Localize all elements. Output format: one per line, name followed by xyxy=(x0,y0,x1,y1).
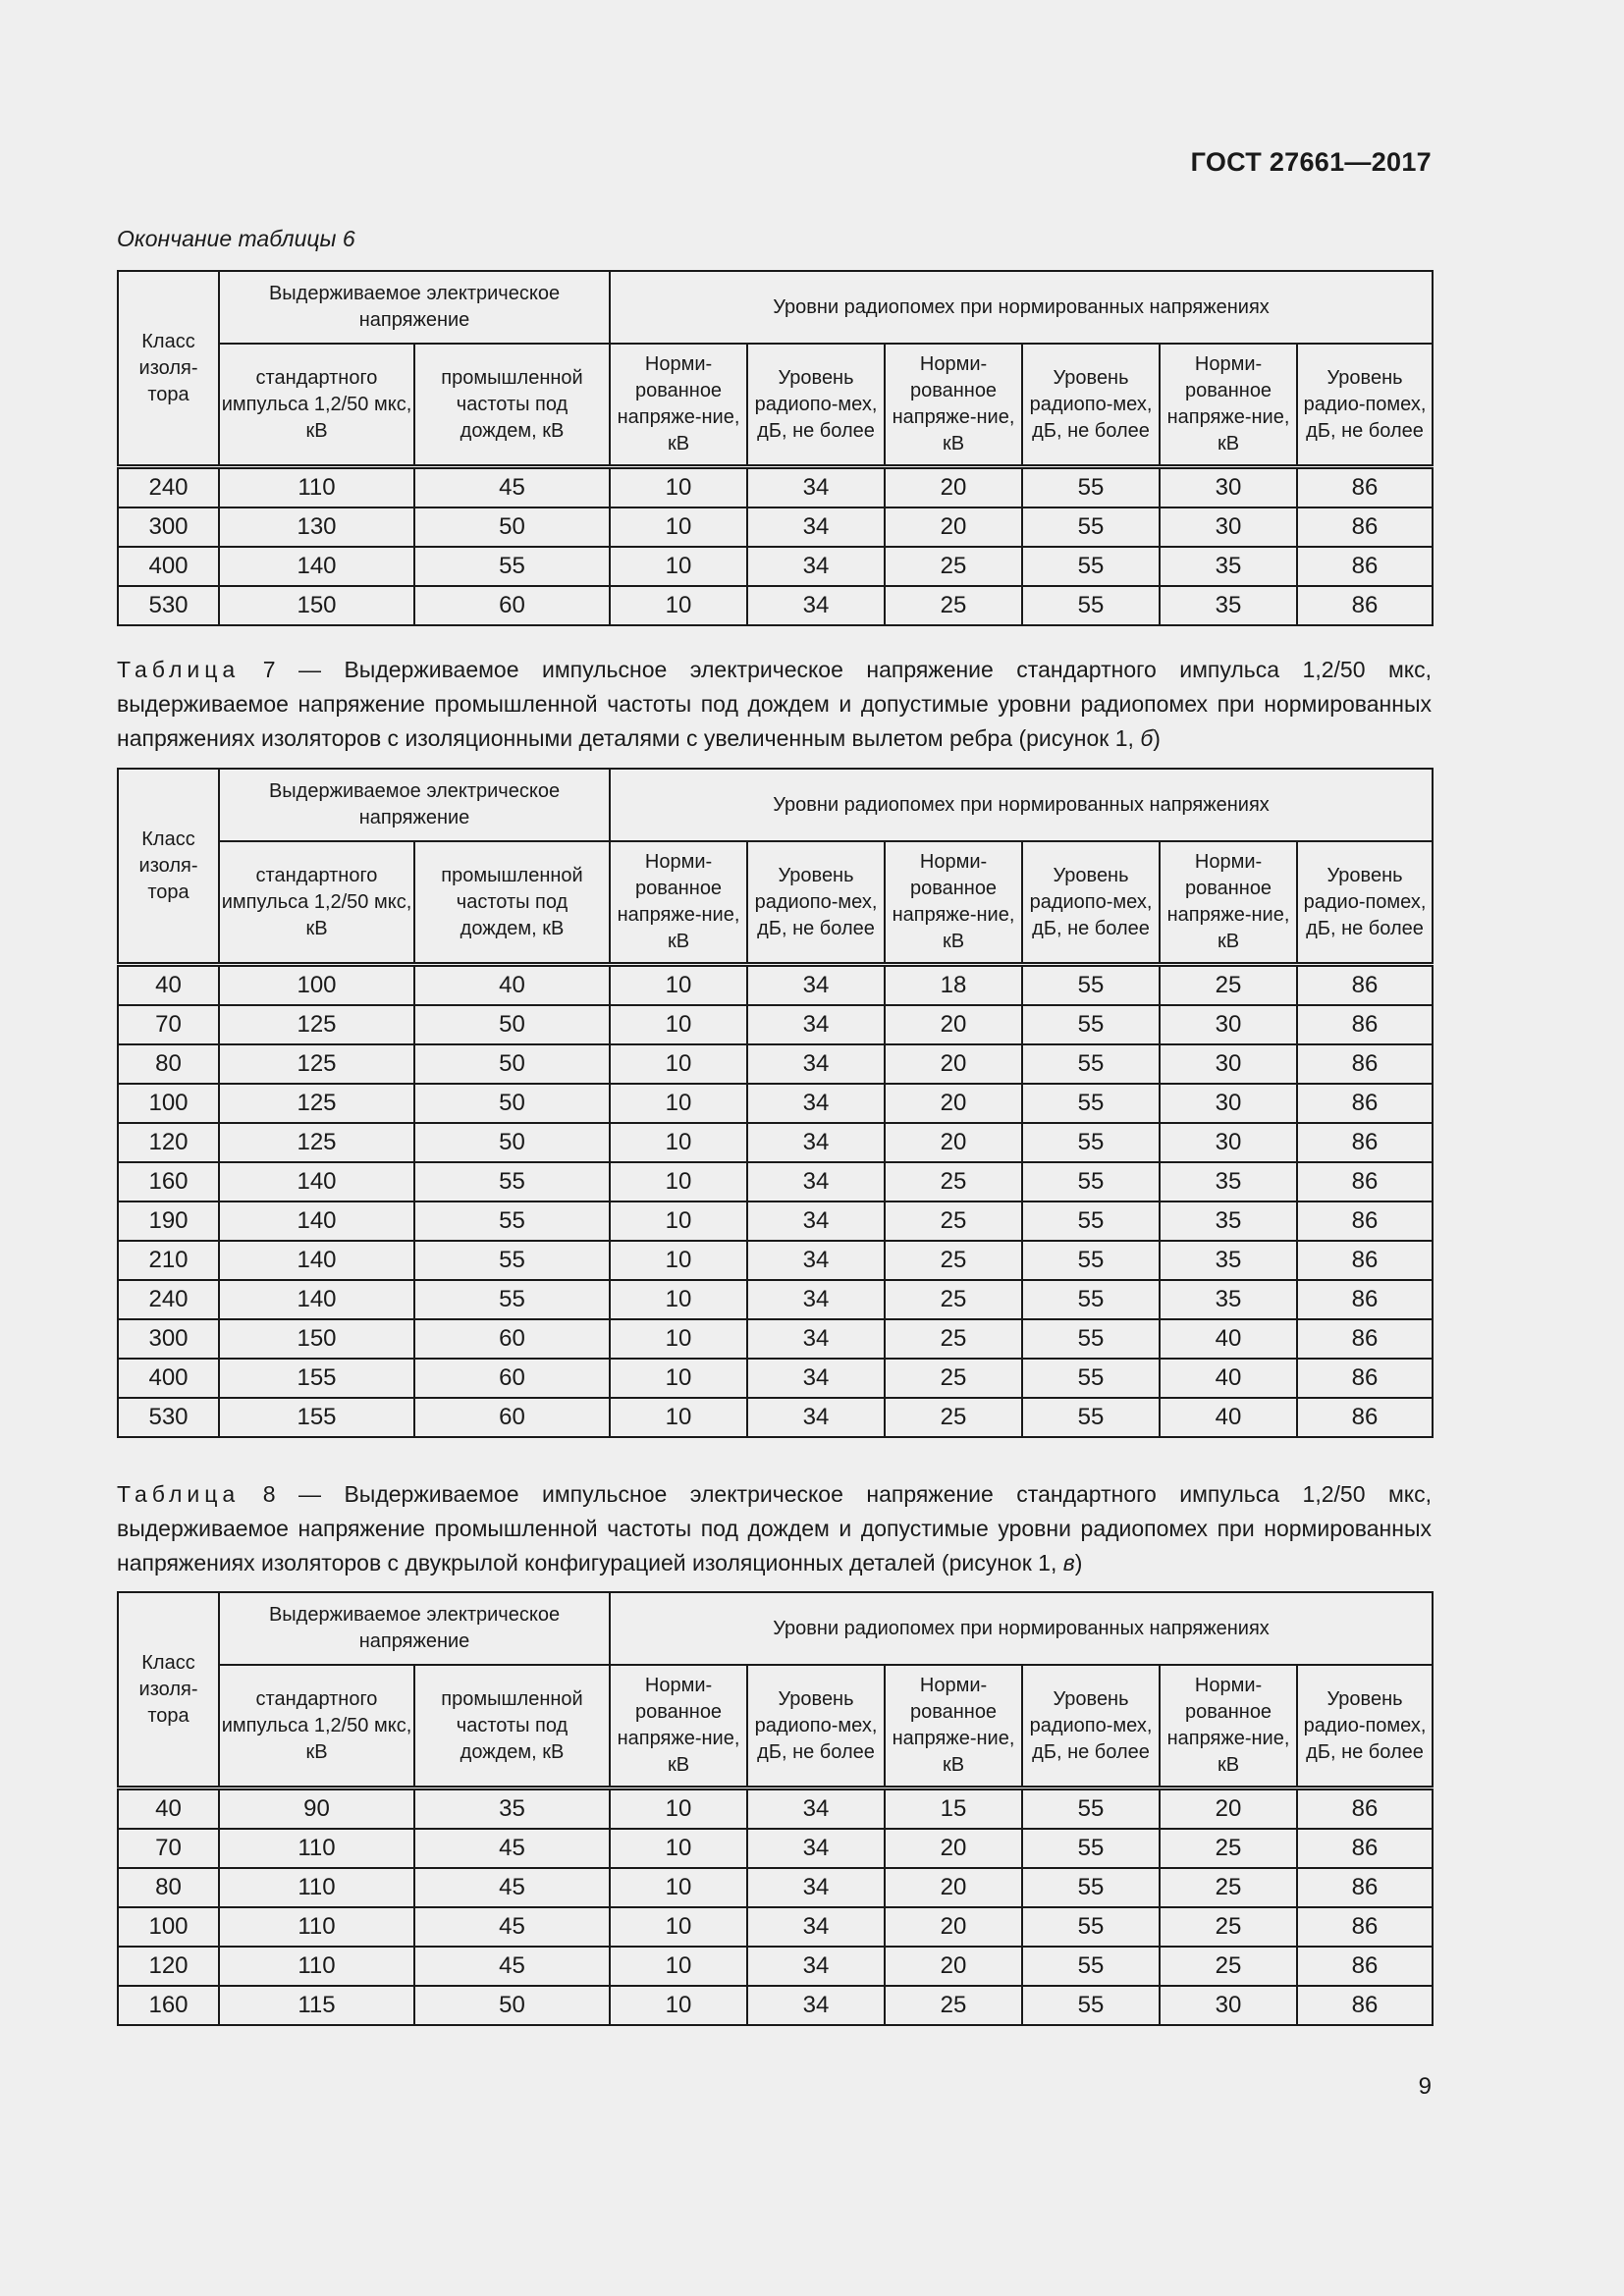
table-cell: 300 xyxy=(118,507,219,547)
header-rain: промышленной частоты под дождем, кВ xyxy=(414,841,610,965)
table-cell: 125 xyxy=(219,1123,414,1162)
table-cell: 10 xyxy=(610,1084,747,1123)
table7-title-text: — Выдерживаемое импульсное электрическое напряжение стандартного импульса 1,2/50 мкс, выдерживаемое напряжение промышленной частоты под дождем и допустимые уровни радиопомех при нормированных напряжениях изоляторов с изоляционными деталями с увеличенным вылетом ребра (рисунок 1, xyxy=(117,657,1433,751)
header-radio-level: Уровень радио-помех, дБ, не более xyxy=(1297,344,1433,467)
table-cell: 55 xyxy=(1022,467,1160,508)
table-cell: 55 xyxy=(1022,1907,1160,1947)
table-cell: 18 xyxy=(885,965,1022,1006)
table-cell: 35 xyxy=(1160,1280,1297,1319)
table-row xyxy=(118,547,1433,586)
table-cell: 34 xyxy=(747,1123,885,1162)
table-cell: 40 xyxy=(1160,1398,1297,1437)
table-cell: 45 xyxy=(414,1947,610,1986)
table-cell: 86 xyxy=(1297,1123,1433,1162)
table-6 xyxy=(117,270,1434,626)
table-cell: 25 xyxy=(885,1241,1022,1280)
header-impulse: стандартного импульса 1,2/50 мкс, кВ xyxy=(219,1665,414,1789)
page-number: 9 xyxy=(1418,2073,1432,2100)
table-cell: 55 xyxy=(1022,1947,1160,1986)
table-cell: 50 xyxy=(414,1005,610,1044)
table-cell: 55 xyxy=(1022,586,1160,625)
table-cell: 240 xyxy=(118,467,219,508)
table-cell: 140 xyxy=(219,1241,414,1280)
table-cell: 150 xyxy=(219,1319,414,1359)
header-withstand: Выдерживаемое электрическое напряжение xyxy=(219,271,610,344)
header-radio-level: Уровень радиопо-мех, дБ, не более xyxy=(1022,841,1160,965)
table-cell: 120 xyxy=(118,1947,219,1986)
table-cell: 160 xyxy=(118,1162,219,1201)
table-cell: 34 xyxy=(747,1201,885,1241)
table-cell: 120 xyxy=(118,1123,219,1162)
header-norm-voltage: Норми-рованное напряже-ние, кВ xyxy=(885,1665,1022,1789)
table-cell: 10 xyxy=(610,1986,747,2025)
table-cell: 110 xyxy=(219,467,414,508)
table-cell: 60 xyxy=(414,586,610,625)
table-cell: 86 xyxy=(1297,1162,1433,1201)
table6-caption: Окончание таблицы 6 xyxy=(117,226,355,251)
table-cell: 86 xyxy=(1297,1084,1433,1123)
table-cell: 10 xyxy=(610,1201,747,1241)
table-cell: 125 xyxy=(219,1044,414,1084)
header-norm-voltage: Норми-рованное напряже-ние, кВ xyxy=(1160,841,1297,965)
table-cell: 20 xyxy=(885,1829,1022,1868)
table-cell: 20 xyxy=(1160,1789,1297,1830)
table-cell: 530 xyxy=(118,1398,219,1437)
table-cell: 35 xyxy=(1160,586,1297,625)
header-withstand: Выдерживаемое электрическое напряжение xyxy=(219,1592,610,1665)
table-cell: 20 xyxy=(885,1044,1022,1084)
table-cell: 100 xyxy=(118,1907,219,1947)
table-7 xyxy=(117,768,1434,1438)
table-cell: 10 xyxy=(610,1280,747,1319)
table-cell: 55 xyxy=(1022,1044,1160,1084)
table-cell: 10 xyxy=(610,1005,747,1044)
table-cell: 155 xyxy=(219,1398,414,1437)
header-rain: промышленной частоты под дождем, кВ xyxy=(414,1665,610,1789)
table-cell: 86 xyxy=(1297,1319,1433,1359)
table-cell: 86 xyxy=(1297,1986,1433,2025)
table-cell: 55 xyxy=(1022,507,1160,547)
table7-title-figure: б xyxy=(1140,725,1154,751)
header-radio-level: Уровень радиопо-мех, дБ, не более xyxy=(1022,344,1160,467)
table-cell: 110 xyxy=(219,1829,414,1868)
table-cell: 10 xyxy=(610,1359,747,1398)
table-cell: 130 xyxy=(219,507,414,547)
table-cell: 55 xyxy=(414,547,610,586)
table-cell: 15 xyxy=(885,1789,1022,1830)
table-cell: 34 xyxy=(747,1359,885,1398)
table-cell: 86 xyxy=(1297,1044,1433,1084)
table-cell: 155 xyxy=(219,1359,414,1398)
table-cell: 10 xyxy=(610,547,747,586)
header-radio: Уровни радиопомех при нормированных напряжениях xyxy=(610,1592,1433,1665)
table-cell: 30 xyxy=(1160,1986,1297,2025)
table-cell: 10 xyxy=(610,1868,747,1907)
table-cell: 86 xyxy=(1297,1947,1433,1986)
table8-title-text: — Выдерживаемое импульсное электрическое напряжение стандартного импульса 1,2/50 мкс, выдерживаемое напряжение промышленной частоты под дождем и допустимые уровни радиопомех при нормированных напряжениях изоляторов с двукрылой конфигурацией изоляционных деталей (рисунок 1, xyxy=(117,1481,1433,1575)
table-cell: 34 xyxy=(747,1947,885,1986)
table-row xyxy=(118,1789,1433,1830)
header-class: Класс изоля-тора xyxy=(118,1592,219,1789)
table-cell: 86 xyxy=(1297,1241,1433,1280)
table-cell: 10 xyxy=(610,1162,747,1201)
table-row xyxy=(118,1907,1433,1947)
table-cell: 34 xyxy=(747,1280,885,1319)
header-radio-level: Уровень радиопо-мех, дБ, не более xyxy=(747,344,885,467)
table-cell: 80 xyxy=(118,1868,219,1907)
table-8 xyxy=(117,1591,1434,2026)
table-cell: 55 xyxy=(414,1201,610,1241)
table-cell: 10 xyxy=(610,467,747,508)
table-cell: 55 xyxy=(1022,1789,1160,1830)
table-cell: 45 xyxy=(414,1829,610,1868)
table-cell: 40 xyxy=(1160,1319,1297,1359)
header-norm-voltage: Норми-рованное напряже-ние, кВ xyxy=(885,841,1022,965)
table-cell: 50 xyxy=(414,1123,610,1162)
table7-title-number: 7 xyxy=(262,657,276,682)
table-row xyxy=(118,1241,1433,1280)
table8-title-figure: в xyxy=(1062,1550,1075,1575)
table-cell: 20 xyxy=(885,1123,1022,1162)
table-cell: 125 xyxy=(219,1084,414,1123)
table-row xyxy=(118,1005,1433,1044)
table-cell: 34 xyxy=(747,965,885,1006)
table-cell: 86 xyxy=(1297,467,1433,508)
header-norm-voltage: Норми-рованное напряже-ние, кВ xyxy=(1160,344,1297,467)
table-cell: 160 xyxy=(118,1986,219,2025)
table-cell: 30 xyxy=(1160,1123,1297,1162)
table7-title-end: ) xyxy=(1153,725,1161,751)
table-cell: 35 xyxy=(1160,547,1297,586)
table-cell: 86 xyxy=(1297,1398,1433,1437)
table-cell: 140 xyxy=(219,547,414,586)
table-cell: 300 xyxy=(118,1319,219,1359)
table-cell: 25 xyxy=(885,1986,1022,2025)
table-cell: 10 xyxy=(610,965,747,1006)
table-cell: 55 xyxy=(1022,1986,1160,2025)
table-cell: 86 xyxy=(1297,586,1433,625)
table-cell: 34 xyxy=(747,1907,885,1947)
header-impulse: стандартного импульса 1,2/50 мкс, кВ xyxy=(219,344,414,467)
table-cell: 100 xyxy=(118,1084,219,1123)
table-cell: 86 xyxy=(1297,1907,1433,1947)
table-cell: 34 xyxy=(747,1319,885,1359)
table-cell: 30 xyxy=(1160,1044,1297,1084)
table-cell: 45 xyxy=(414,1868,610,1907)
table-cell: 25 xyxy=(1160,1829,1297,1868)
table-cell: 55 xyxy=(1022,1241,1160,1280)
table-cell: 55 xyxy=(414,1162,610,1201)
table-row xyxy=(118,965,1433,1006)
header-radio-level: Уровень радио-помех, дБ, не более xyxy=(1297,841,1433,965)
table-cell: 70 xyxy=(118,1829,219,1868)
table-cell: 25 xyxy=(1160,1907,1297,1947)
table-row xyxy=(118,1201,1433,1241)
table7-title-word: Таблица xyxy=(117,657,241,682)
table-row xyxy=(118,1319,1433,1359)
table-cell: 55 xyxy=(1022,1829,1160,1868)
table-cell: 100 xyxy=(219,965,414,1006)
table-cell: 25 xyxy=(885,1398,1022,1437)
table-cell: 55 xyxy=(1022,965,1160,1006)
table-cell: 10 xyxy=(610,1907,747,1947)
table-cell: 25 xyxy=(1160,965,1297,1006)
table-cell: 20 xyxy=(885,1084,1022,1123)
header-class: Класс изоля-тора xyxy=(118,271,219,467)
table-cell: 150 xyxy=(219,586,414,625)
table-cell: 210 xyxy=(118,1241,219,1280)
table-cell: 10 xyxy=(610,1789,747,1830)
table-cell: 34 xyxy=(747,1789,885,1830)
table-cell: 55 xyxy=(1022,1280,1160,1319)
table-cell: 25 xyxy=(1160,1868,1297,1907)
table-cell: 55 xyxy=(1022,1005,1160,1044)
table-cell: 34 xyxy=(747,507,885,547)
table-cell: 10 xyxy=(610,1947,747,1986)
table-cell: 60 xyxy=(414,1398,610,1437)
table-cell: 125 xyxy=(219,1005,414,1044)
table-cell: 55 xyxy=(1022,547,1160,586)
table-cell: 20 xyxy=(885,467,1022,508)
table-cell: 20 xyxy=(885,1947,1022,1986)
table-cell: 86 xyxy=(1297,965,1433,1006)
table-cell: 140 xyxy=(219,1280,414,1319)
table-cell: 55 xyxy=(1022,1084,1160,1123)
table-cell: 10 xyxy=(610,1241,747,1280)
table8-title-number: 8 xyxy=(262,1481,276,1507)
table-cell: 35 xyxy=(1160,1162,1297,1201)
table-cell: 40 xyxy=(118,965,219,1006)
table-cell: 140 xyxy=(219,1201,414,1241)
table-cell: 86 xyxy=(1297,1829,1433,1868)
table-cell: 86 xyxy=(1297,1359,1433,1398)
table-cell: 86 xyxy=(1297,547,1433,586)
table-row xyxy=(118,467,1433,508)
table-cell: 25 xyxy=(885,586,1022,625)
table-cell: 400 xyxy=(118,1359,219,1398)
table-cell: 86 xyxy=(1297,1868,1433,1907)
table-row xyxy=(118,1868,1433,1907)
table-row xyxy=(118,1359,1433,1398)
table-cell: 25 xyxy=(885,1359,1022,1398)
table-cell: 34 xyxy=(747,1044,885,1084)
table-cell: 30 xyxy=(1160,467,1297,508)
table-cell: 34 xyxy=(747,547,885,586)
table-cell: 70 xyxy=(118,1005,219,1044)
table-cell: 34 xyxy=(747,1241,885,1280)
table-row xyxy=(118,1044,1433,1084)
header-norm-voltage: Норми-рованное напряже-ние, кВ xyxy=(610,1665,747,1789)
table-cell: 25 xyxy=(885,1162,1022,1201)
table-cell: 34 xyxy=(747,467,885,508)
table-cell: 30 xyxy=(1160,507,1297,547)
table-cell: 25 xyxy=(885,1280,1022,1319)
table-cell: 50 xyxy=(414,507,610,547)
table-cell: 55 xyxy=(1022,1123,1160,1162)
table-cell: 60 xyxy=(414,1319,610,1359)
table-cell: 34 xyxy=(747,1986,885,2025)
table-cell: 40 xyxy=(118,1789,219,1830)
table-cell: 10 xyxy=(610,507,747,547)
header-rain: промышленной частоты под дождем, кВ xyxy=(414,344,610,467)
table-row xyxy=(118,1162,1433,1201)
table-cell: 55 xyxy=(414,1241,610,1280)
table-cell: 240 xyxy=(118,1280,219,1319)
table-cell: 40 xyxy=(414,965,610,1006)
table-cell: 34 xyxy=(747,1398,885,1437)
header-withstand: Выдерживаемое электрическое напряжение xyxy=(219,769,610,841)
table-cell: 25 xyxy=(885,1319,1022,1359)
table-cell: 45 xyxy=(414,1907,610,1947)
table-cell: 34 xyxy=(747,1829,885,1868)
table-row xyxy=(118,1398,1433,1437)
table-cell: 10 xyxy=(610,1829,747,1868)
table-cell: 35 xyxy=(414,1789,610,1830)
table-cell: 30 xyxy=(1160,1005,1297,1044)
table-cell: 30 xyxy=(1160,1084,1297,1123)
table-cell: 55 xyxy=(1022,1398,1160,1437)
header-radio-level: Уровень радиопо-мех, дБ, не более xyxy=(1022,1665,1160,1789)
table-cell: 110 xyxy=(219,1947,414,1986)
table7-title xyxy=(117,653,1432,756)
table-cell: 50 xyxy=(414,1084,610,1123)
table-cell: 55 xyxy=(1022,1319,1160,1359)
header-class: Класс изоля-тора xyxy=(118,769,219,965)
table-cell: 50 xyxy=(414,1986,610,2025)
table-row xyxy=(118,586,1433,625)
table-cell: 10 xyxy=(610,1123,747,1162)
table-cell: 86 xyxy=(1297,1005,1433,1044)
table-row xyxy=(118,1123,1433,1162)
table-cell: 110 xyxy=(219,1907,414,1947)
header-norm-voltage: Норми-рованное напряже-ние, кВ xyxy=(610,841,747,965)
table-cell: 10 xyxy=(610,1319,747,1359)
header-radio-level: Уровень радиопо-мех, дБ, не более xyxy=(747,1665,885,1789)
table-cell: 40 xyxy=(1160,1359,1297,1398)
table-cell: 90 xyxy=(219,1789,414,1830)
table-cell: 190 xyxy=(118,1201,219,1241)
table-cell: 55 xyxy=(1022,1162,1160,1201)
table-cell: 34 xyxy=(747,1005,885,1044)
table-row xyxy=(118,507,1433,547)
table-cell: 55 xyxy=(1022,1359,1160,1398)
header-radio: Уровни радиопомех при нормированных напряжениях xyxy=(610,769,1433,841)
table-cell: 45 xyxy=(414,467,610,508)
table-cell: 86 xyxy=(1297,1789,1433,1830)
table8-title-end: ) xyxy=(1074,1550,1083,1575)
document-code: ГОСТ 27661—2017 xyxy=(1190,147,1432,177)
header-radio: Уровни радиопомех при нормированных напряжениях xyxy=(610,271,1433,344)
table-cell: 55 xyxy=(414,1280,610,1319)
table-cell: 34 xyxy=(747,586,885,625)
table-cell: 60 xyxy=(414,1359,610,1398)
table-cell: 86 xyxy=(1297,1201,1433,1241)
table-cell: 110 xyxy=(219,1868,414,1907)
table-cell: 10 xyxy=(610,1398,747,1437)
header-radio-level: Уровень радиопо-мех, дБ, не более xyxy=(747,841,885,965)
header-norm-voltage: Норми-рованное напряже-ние, кВ xyxy=(885,344,1022,467)
table-cell: 140 xyxy=(219,1162,414,1201)
table-cell: 34 xyxy=(747,1084,885,1123)
table-cell: 20 xyxy=(885,1868,1022,1907)
table-cell: 86 xyxy=(1297,1280,1433,1319)
header-norm-voltage: Норми-рованное напряже-ние, кВ xyxy=(1160,1665,1297,1789)
header-impulse: стандартного импульса 1,2/50 мкс, кВ xyxy=(219,841,414,965)
table-cell: 10 xyxy=(610,1044,747,1084)
table8-title xyxy=(117,1477,1432,1580)
table-cell: 20 xyxy=(885,1005,1022,1044)
table-row xyxy=(118,1084,1433,1123)
table-cell: 35 xyxy=(1160,1201,1297,1241)
table-cell: 10 xyxy=(610,586,747,625)
table-row xyxy=(118,1280,1433,1319)
table-cell: 34 xyxy=(747,1868,885,1907)
table-cell: 50 xyxy=(414,1044,610,1084)
table-cell: 20 xyxy=(885,1907,1022,1947)
table-cell: 530 xyxy=(118,586,219,625)
table-row xyxy=(118,1986,1433,2025)
table-cell: 55 xyxy=(1022,1201,1160,1241)
table-cell: 20 xyxy=(885,507,1022,547)
header-radio-level: Уровень радио-помех, дБ, не более xyxy=(1297,1665,1433,1789)
table-cell: 80 xyxy=(118,1044,219,1084)
header-norm-voltage: Норми-рованное напряже-ние, кВ xyxy=(610,344,747,467)
table-cell: 115 xyxy=(219,1986,414,2025)
table-cell: 35 xyxy=(1160,1241,1297,1280)
table-cell: 400 xyxy=(118,547,219,586)
table-row xyxy=(118,1947,1433,1986)
table-cell: 34 xyxy=(747,1162,885,1201)
table-row xyxy=(118,1829,1433,1868)
table-cell: 25 xyxy=(885,547,1022,586)
table-cell: 25 xyxy=(1160,1947,1297,1986)
table8-title-word: Таблица xyxy=(117,1481,241,1507)
table-cell: 25 xyxy=(885,1201,1022,1241)
table-cell: 55 xyxy=(1022,1868,1160,1907)
table-cell: 86 xyxy=(1297,507,1433,547)
